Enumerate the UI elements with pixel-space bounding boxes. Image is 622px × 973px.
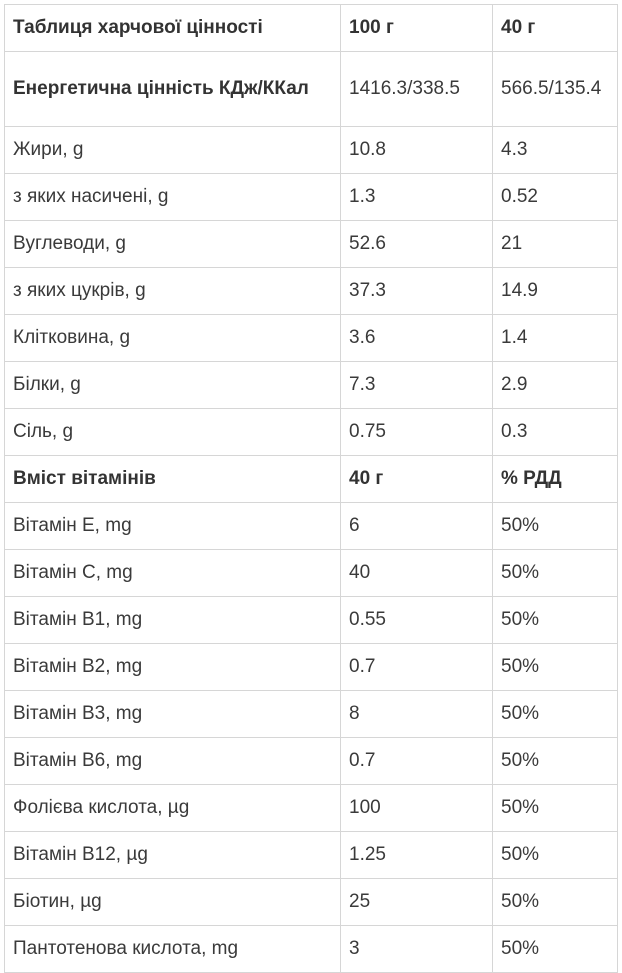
table-row	[5, 926, 618, 973]
nutrient-100g-cell: 7.3	[341, 362, 493, 409]
vitamin-40g-cell: 40	[341, 550, 493, 597]
table-row	[5, 691, 618, 738]
vitamin-label-cell: Біотин, µg	[5, 879, 341, 926]
nutrient-100g-cell: 0.75	[341, 409, 493, 456]
vitamin-rdd-cell: 50%	[493, 785, 618, 832]
vitamin-40g-cell: 0.55	[341, 597, 493, 644]
vitamin-rdd-cell: 50%	[493, 550, 618, 597]
vitamin-40g-cell: 3	[341, 926, 493, 973]
table-row	[5, 550, 618, 597]
vitamins-header-row	[5, 456, 618, 503]
table-row	[5, 174, 618, 221]
vitamin-rdd-cell: 50%	[493, 597, 618, 644]
nutrient-100g-cell: 10.8	[341, 127, 493, 174]
nutrient-100g-cell: 3.6	[341, 315, 493, 362]
vitamins-header-40g-cell: 40 г	[341, 456, 493, 503]
nutrient-label-cell: Сіль, g	[5, 409, 341, 456]
energy-row	[5, 52, 618, 127]
vitamin-40g-cell: 8	[341, 691, 493, 738]
header-40g-cell: 40 г	[493, 5, 618, 52]
vitamin-40g-cell: 25	[341, 879, 493, 926]
table-row	[5, 644, 618, 691]
vitamin-label-cell: Вітамін B2, mg	[5, 644, 341, 691]
vitamin-40g-cell: 0.7	[341, 644, 493, 691]
table-row	[5, 597, 618, 644]
vitamin-40g-cell: 100	[341, 785, 493, 832]
vitamin-label-cell: Вітамін B3, mg	[5, 691, 341, 738]
vitamin-label-cell: Вітамін B1, mg	[5, 597, 341, 644]
nutrient-40g-cell: 14.9	[493, 268, 618, 315]
table-row	[5, 879, 618, 926]
energy-label-cell: Енергетична цінність КДж/ККал	[5, 52, 341, 127]
nutrient-label-cell: Білки, g	[5, 362, 341, 409]
vitamin-40g-cell: 1.25	[341, 832, 493, 879]
nutrient-label-cell: Вуглеводи, g	[5, 221, 341, 268]
table-row	[5, 315, 618, 362]
table-row	[5, 409, 618, 456]
vitamin-label-cell: Вітамін B12, µg	[5, 832, 341, 879]
table-row	[5, 738, 618, 785]
energy-100g-cell: 1416.3/338.5	[341, 52, 493, 127]
nutrient-label-cell: з яких цукрів, g	[5, 268, 341, 315]
nutrient-100g-cell: 37.3	[341, 268, 493, 315]
nutrition-table	[4, 4, 618, 973]
vitamin-rdd-cell: 50%	[493, 691, 618, 738]
header-label-cell: Таблиця харчової цінності	[5, 5, 341, 52]
vitamin-label-cell: Вітамін C, mg	[5, 550, 341, 597]
table-row	[5, 785, 618, 832]
nutrient-40g-cell: 4.3	[493, 127, 618, 174]
vitamin-label-cell: Вітамін E, mg	[5, 503, 341, 550]
vitamin-label-cell: Фолієва кислота, µg	[5, 785, 341, 832]
nutrient-label-cell: Жири, g	[5, 127, 341, 174]
nutrient-40g-cell: 2.9	[493, 362, 618, 409]
vitamin-rdd-cell: 50%	[493, 738, 618, 785]
nutrient-40g-cell: 21	[493, 221, 618, 268]
table-header-row	[5, 5, 618, 52]
vitamin-rdd-cell: 50%	[493, 832, 618, 879]
nutrient-40g-cell: 0.3	[493, 409, 618, 456]
vitamin-label-cell: Пантотенова кислота, mg	[5, 926, 341, 973]
vitamin-rdd-cell: 50%	[493, 879, 618, 926]
vitamins-header-label-cell: Вміст вітамінів	[5, 456, 341, 503]
energy-40g-cell: 566.5/135.4	[493, 52, 618, 127]
nutrient-100g-cell: 52.6	[341, 221, 493, 268]
table-row	[5, 362, 618, 409]
vitamin-rdd-cell: 50%	[493, 503, 618, 550]
nutrient-label-cell: Клітковина, g	[5, 315, 341, 362]
table-row	[5, 127, 618, 174]
table-row	[5, 268, 618, 315]
vitamin-label-cell: Вітамін B6, mg	[5, 738, 341, 785]
nutrient-label-cell: з яких насичені, g	[5, 174, 341, 221]
nutrient-40g-cell: 1.4	[493, 315, 618, 362]
vitamin-rdd-cell: 50%	[493, 644, 618, 691]
vitamins-header-rdd-cell: % РДД	[493, 456, 618, 503]
table-row	[5, 221, 618, 268]
nutrient-40g-cell: 0.52	[493, 174, 618, 221]
nutrient-100g-cell: 1.3	[341, 174, 493, 221]
table-row	[5, 503, 618, 550]
header-100g-cell: 100 г	[341, 5, 493, 52]
vitamin-rdd-cell: 50%	[493, 926, 618, 973]
vitamin-40g-cell: 0.7	[341, 738, 493, 785]
vitamin-40g-cell: 6	[341, 503, 493, 550]
table-row	[5, 832, 618, 879]
